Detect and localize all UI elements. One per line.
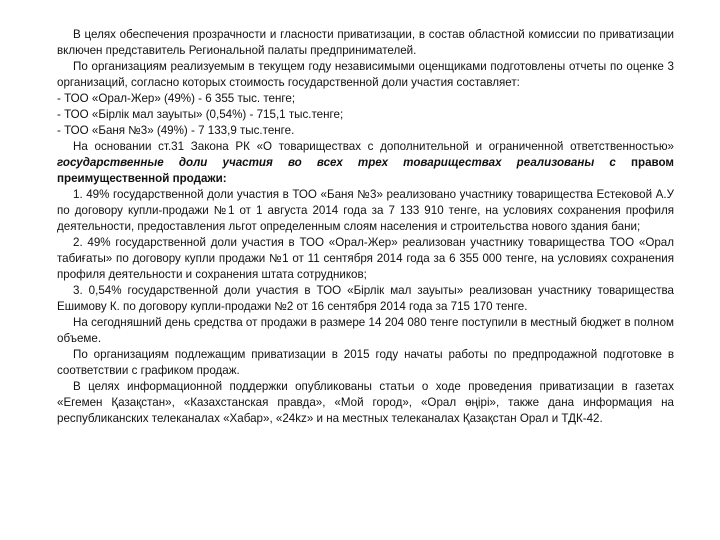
paragraph-commission: В целях обеспечения прозрачности и гласности приватизации, в состав областной комиссии по приватизации включен представитель Региональной палаты предпринимателей. xyxy=(57,28,674,57)
paragraph-law-basis xyxy=(57,139,674,187)
paragraph-2015-plans: По организациям подлежащим приватизации в 2015 году начаты работы по предпродажной подготовке в соответствии с графиком продаж. xyxy=(57,348,674,377)
list-item-oral-zher: - ТОО «Орал-Жер» (49%) - 6 355 тыс. тенге; xyxy=(57,92,296,105)
sale-item-banya: 1. 49% государственной доли участия в ТОО «Баня №3» реализовано участнику товарищества Естековой А.У по договору купли-продажи №1 от 1 августа 2014 года за 7 133 910 тенге, на условиях сохранения профиля деятельности, предоставления льгот определенным слоям населения и строительства нового здания бани; xyxy=(57,188,674,233)
list-item-birlik: - ТОО «Бірлік мал зауыты» (0,54%) - 715,1 тыс.тенге; xyxy=(57,108,344,121)
sale-item-oral-zher: 2. 49% государственной доли участия в ТОО «Орал-Жер» реализован участнику товарищества ТОО «Орал табиғаты» по договору купли продажи №1 от 11 сентября 2014 года за 6 355 000 тенге, на условиях сохранения профиля деятельности и сохранения штата сотрудников; xyxy=(57,236,674,281)
paragraph-valuation: По организациям реализуемым в текущем году независимыми оценщиками подготовлены отчеты по оценке 3 организаций, согласно которых стоимость государственной доли участия составляет: xyxy=(57,60,674,89)
law-basis-bold: правом преимущественной продажи: xyxy=(57,156,674,185)
list-item-banya: - ТОО «Баня №3» (49%) - 7 133,9 тыс.тенге. xyxy=(57,124,295,137)
law-basis-text: На основании ст.31 Закона РК «О товариществах с дополнительной и ограниченной ответственностью» xyxy=(73,140,674,153)
law-basis-emphasis: государственные доли участия во всех трех товариществах реализованы с xyxy=(57,156,616,169)
sale-item-birlik: 3. 0,54% государственной доли участия в ТОО «Бірлік мал зауыты» реализован участнику товарищества Ешимову К. по договору купли-продажи №2 от 16 сентября 2014 года за 715 170 тенге. xyxy=(57,284,674,313)
paragraph-budget: На сегодняшний день средства от продажи в размере 14 204 080 тенге поступили в местный бюджет в полном объеме. xyxy=(57,316,674,345)
paragraph-media: В целях информационной поддержки опубликованы статьи о ходе проведения приватизации в газетах «Егемен Қазақстан», «Казахстанская правда», «Мой город», «Орал өңірі», также дана информация на республиканских телеканалах «Хабар», «24kz» и на местных телеканалах Қазақстан Орал и ТДК-42. xyxy=(57,380,674,425)
